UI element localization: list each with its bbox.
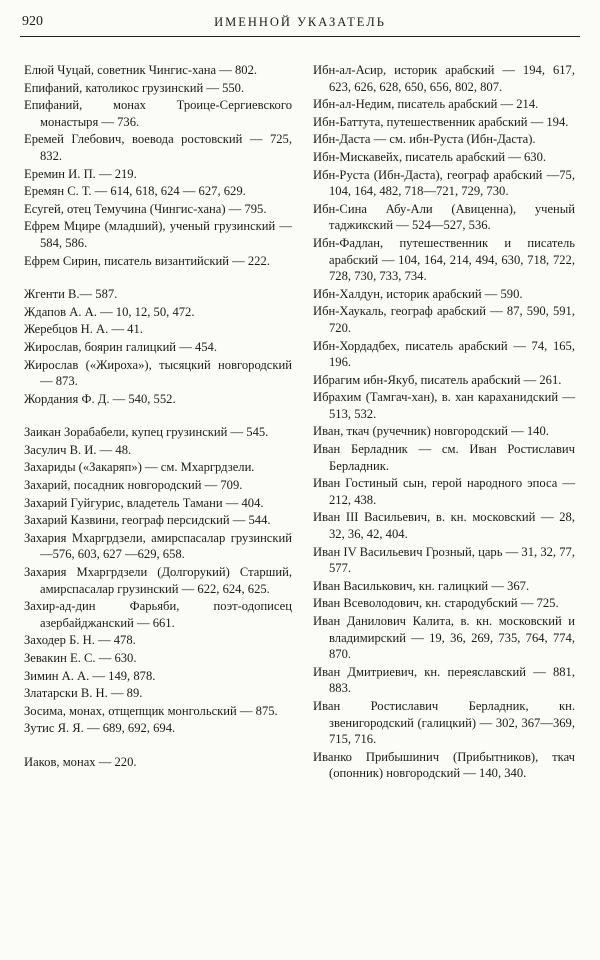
index-entry: Ибн-Даста — см. ибн-Руста (Ибн-Даста). — [313, 132, 536, 147]
letter-section-gap — [24, 737, 292, 754]
index-entry: Иван Дмитриевич, кн. переяславский — 881, 883. — [313, 664, 575, 696]
index-entry: Ибн-ал-Недим, писатель арабский — 214. — [313, 97, 539, 112]
index-entry: Ибн-Сина Абу-Али (Авиценна), ученый таджикский — 524—527, 536. — [313, 201, 575, 233]
index-entry: Жирослав, боярин галицкий — 454. — [24, 339, 217, 354]
index-entry: Зимин А. А. — 149, 878. — [24, 668, 156, 683]
index-entry: Ефрем Мцире (младший), ученый грузинский — 584, 586. — [24, 219, 292, 250]
index-entry: Зосима, монах, отщепщик монгольский — 875. — [24, 703, 278, 718]
index-entry: Ибн-Фадлан, путешественник и писатель арабский — 104, 164, 214, 494, 630, 718, 722, 728, 730, 733, 734. — [313, 235, 575, 284]
index-entry: Ибрахим (Тамгач-хан), в. хан караханидский — 513, 532. — [313, 390, 575, 421]
index-column-left — [24, 62, 292, 771]
index-entry: Еремин И. П. — 219. — [24, 166, 137, 181]
index-entry: Жордания Ф. Д. — 540, 552. — [24, 391, 176, 406]
index-entry: Захария Мхаргрдзели, амирспасалар грузинский —576, 603, 627 —629, 658. — [24, 530, 292, 562]
index-entry: Иванко Прибышинич (Прибытников), ткач (опонник) новгородский — 140, 340. — [313, 749, 575, 781]
index-entry: Есугей, отец Темучина (Чингис-хана) — 795. — [24, 201, 267, 216]
page-number: 920 — [22, 14, 43, 29]
index-entry: Епифаний, католикос грузинский — 550. — [24, 80, 245, 95]
index-entry: Златарски В. Н. — 89. — [24, 686, 143, 701]
index-column-right — [313, 62, 575, 782]
index-entry: Епифаний, монах Троице-Сергиевского монастыря — 736. — [24, 98, 292, 129]
running-title: ИМЕННОЙ УКАЗАТЕЛЬ — [214, 15, 386, 29]
index-entry: Заикан Зорабабели, купец грузинский — 545. — [24, 425, 269, 440]
index-entry: Захир-ад-дин Фарьяби, поэт-одописец азербайджанский — 661. — [24, 599, 292, 630]
index-entry: Зевакин Е. С. — 630. — [24, 651, 137, 665]
index-entry: Ибрагим ибн-Якуб, писатель арабский — 261. — [313, 372, 562, 387]
index-entry: Жирослав («Жироха»), тысяцкий новгородский — 873. — [24, 357, 292, 389]
index-entry: Засулич В. И. — 48. — [24, 442, 132, 457]
index-entry: Ибн-Халдун, историк арабский — 590. — [313, 286, 523, 301]
index-entry: Иван Ростиславич Берладник, кн. звенигородский (галицкий) — 302, 367—369, 715, 716. — [313, 698, 575, 747]
index-entry: Ибн-Хаукаль, географ арабский — 87, 590, 591, 720. — [313, 304, 575, 335]
index-entry: Еремей Глебович, воевода ростовский — 725, 832. — [24, 132, 292, 163]
index-entry: Иаков, монах — 220. — [24, 754, 137, 769]
letter-section-gap — [24, 407, 292, 424]
letter-section-gap — [24, 269, 292, 286]
index-entry: Иван IV Васильевич Грозный, царь — 31, 32, 77, 577. — [313, 544, 575, 576]
index-entry: Зутис Я. Я. — 689, 692, 694. — [24, 721, 176, 736]
index-entry: Жеребцов Н. А. — 41. — [24, 322, 143, 337]
index-entry: Иван Гостиный сын, герой народного эпоса — 212, 438. — [313, 476, 575, 507]
index-entry: Иван, ткач (ручечник) новгородский — 140. — [313, 424, 549, 439]
index-entry: Заходер Б. Н. — 478. — [24, 633, 136, 648]
index-entry: Захарий Казвини, географ персидский — 544. — [24, 513, 271, 528]
index-entry: Ибн-ал-Асир, историк арабский — 194, 617, 623, 626, 628, 650, 656, 802, 807. — [313, 63, 575, 94]
index-entry: Иван III Васильевич, в. кн. московский — 28, 32, 36, 42, 404. — [313, 510, 575, 542]
index-entry: Иван Данилович Калита, в. кн. московский и владимирский — 19, 36, 269, 735, 764, 774, 870. — [313, 614, 575, 662]
index-entry: Елюй Чуцай, советник Чингис-хана — 802. — [24, 63, 258, 77]
index-entry: Ибн-Хордадбех, писатель арабский — 74, 165, 196. — [313, 338, 575, 370]
index-entry: Иван Всеволодович, кн. стародубский — 725. — [313, 596, 559, 611]
index-entry: Захария Мхаргрдзели (Долгорукий) Старший, амирспасалар грузинский — 622, 624, 625. — [24, 565, 292, 596]
index-entry: Иван Василькович, кн. галицкий — 367. — [313, 578, 530, 593]
index-entry: Жгенти В.— 587. — [24, 287, 118, 302]
index-entry: Захарий, посадник новгородский — 709. — [24, 478, 243, 493]
index-entry: Ефрем Сирин, писатель византийский — 222. — [24, 253, 270, 268]
index-entry: Захариды («Закаряп») — см. Мхаргрдзели. — [24, 460, 255, 475]
index-entry: Ибн-Баттута, путешественник арабский — 194. — [313, 114, 569, 129]
index-entry: Еремян С. Т. — 614, 618, 624 — 627, 629. — [24, 184, 246, 199]
page-header — [20, 10, 580, 37]
index-entry: Ибн-Мискавейх, писатель арабский — 630. — [313, 149, 547, 164]
index-entry: Иван Берладник — см. Иван Ростиславич Берладник. — [313, 442, 575, 473]
index-entry: Ибн-Руста (Ибн-Даста), географ арабский —75, 104, 164, 482, 718—721, 729, 730. — [313, 167, 575, 199]
index-entry: Ждапов А. А. — 10, 12, 50, 472. — [24, 304, 195, 319]
index-entry: Захарий Гуйгурис, владетель Тамани — 404. — [24, 495, 264, 510]
